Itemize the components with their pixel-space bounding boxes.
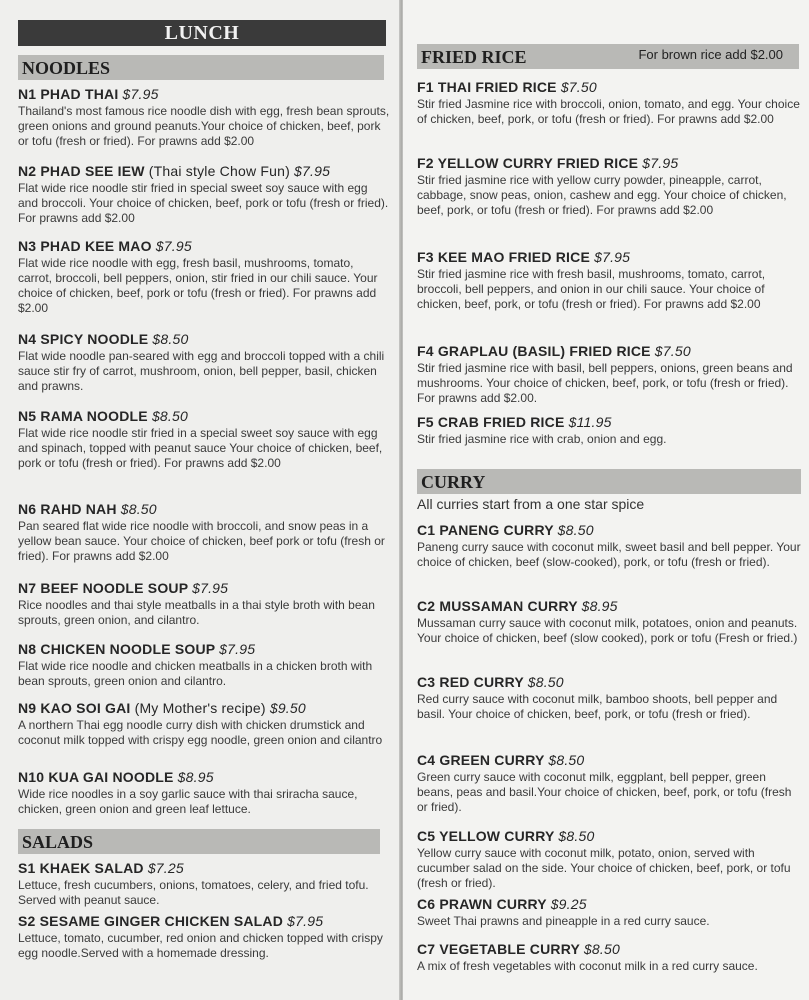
item-name: C6 PRAWN CURRY: [417, 896, 547, 912]
item-description: Stir fried jasmine rice with basil, bell peppers, onions, green beans and mushrooms. Your choice of chicken, beef, pork, or tofu (fresh or fried). For prawns add $2.00.: [417, 361, 793, 405]
item-price: $7.95: [642, 155, 679, 171]
item-price: $7.50: [560, 79, 597, 95]
item-price: $7.95: [219, 641, 256, 657]
item-description: Sweet Thai prawns and pineapple in a red curry sauce.: [417, 914, 710, 928]
item-subtitle: (Thai style Chow Fun): [148, 163, 290, 179]
section-title: NOODLES: [22, 58, 111, 78]
menu-item-n7: [18, 580, 390, 628]
menu-item-n10: [18, 769, 390, 817]
item-description: Flat wide rice noodle with egg, fresh basil, mushrooms, tomato, carrot, broccoli, bell peppers, onion, stir fried in our chili sauce. Your choice of chicken, beef, pork or tofu (fresh or fried). For prawns add $2.00: [18, 256, 378, 315]
item-name: F4 GRAPLAU (BASIL) FRIED RICE: [417, 343, 651, 359]
item-subtitle: (My Mother's recipe): [134, 700, 266, 716]
item-description: Flat wide rice noodle stir fried in a special sweet soy sauce with egg and spinach, topped with peanut sauce Your choice of chicken, beef, pork or tofu (fresh or fried). For prawns add $2.00: [18, 426, 383, 470]
item-description: Yellow curry sauce with coconut milk, potato, onion, served with cucumber salad on the side. Your choice of chicken, beef, pork, or tofu (fresh or fried).: [417, 846, 791, 890]
menu-item-n6: [18, 501, 390, 564]
menu-item-n4: [18, 331, 390, 394]
item-price: $8.50: [151, 408, 188, 424]
item-name: F1 THAI FRIED RICE: [417, 79, 557, 95]
item-name: N6 RAHD NAH: [18, 501, 117, 517]
section-header-salads: [18, 829, 380, 854]
item-description: Lettuce, fresh cucumbers, onions, tomatoes, celery, and fried tofu. Served with peanut sauce.: [18, 878, 369, 907]
section-title: CURRY: [421, 472, 486, 492]
item-description: Red curry sauce with coconut milk, bamboo shoots, bell pepper and basil. Your choice of chicken, beef, pork, or tofu (fresh or fried).: [417, 692, 778, 721]
menu-item-n2: [18, 163, 390, 226]
item-description: Stir fried jasmine rice with fresh basil, mushrooms, tomato, carrot, broccoli, bell peppers, and onion in our chili sauce. Your choice of chicken, beef, pork, or tofu (fresh or fried). For prawns add $2.00: [417, 267, 766, 311]
curry-spice-note: All curries start from a one star spice: [417, 496, 645, 512]
item-description: Flat wide rice noodle and chicken meatballs in a chicken broth with bean sprouts, green onion and cilantro.: [18, 659, 373, 688]
item-description: Wide rice noodles in a soy garlic sauce with thai sriracha sauce, chicken, green onion and green leaf lettuce.: [18, 787, 358, 816]
item-price: $8.50: [557, 522, 594, 538]
item-description: Flat wide rice noodle stir fried in special sweet soy sauce with egg and broccoli. Your choice of chicken, beef, pork or tofu (fresh or fried). For prawns add $2.00: [18, 181, 389, 225]
item-description: Stir fried Jasmine rice with broccoli, onion, tomato, and egg. Your choice of chicken, beef, pork, or tofu (fresh or fried). For prawns add $2.00: [417, 97, 800, 126]
menu-item-f2: [417, 155, 801, 218]
menu-item-s1: [18, 860, 390, 908]
menu-item-c5: [417, 828, 801, 891]
item-name: N10 KUA GAI NOODLE: [18, 769, 174, 785]
item-description: Thailand's most famous rice noodle dish with egg, fresh bean sprouts, green onions and ground peanuts.Your choice of chicken, beef, pork or tofu (fresh or fried). For prawns add $2.00: [18, 104, 390, 148]
menu-item-n1: [18, 86, 390, 149]
menu-item-c2: [417, 598, 801, 646]
item-price: $8.50: [583, 941, 620, 957]
item-price: $8.50: [527, 674, 564, 690]
lunch-title: LUNCH: [18, 20, 386, 46]
item-price: $9.25: [550, 896, 587, 912]
item-price: $7.25: [147, 860, 184, 876]
item-price: $11.95: [568, 414, 612, 430]
item-price: $8.50: [558, 828, 595, 844]
item-name: S1 KHAEK SALAD: [18, 860, 144, 876]
menu-item-c7: [417, 941, 801, 974]
item-name: C5 YELLOW CURRY: [417, 828, 555, 844]
item-price: $7.95: [287, 913, 324, 929]
item-name: C1 PANENG CURRY: [417, 522, 554, 538]
item-name: C3 RED CURRY: [417, 674, 524, 690]
item-price: $8.50: [548, 752, 585, 768]
item-description: A mix of fresh vegetables with coconut milk in a red curry sauce.: [417, 959, 758, 973]
item-name: N7 BEEF NOODLE SOUP: [18, 580, 189, 596]
item-price: $7.95: [155, 238, 192, 254]
brown-rice-note: For brown rice add $2.00: [638, 47, 783, 62]
menu-item-f4: [417, 343, 801, 406]
item-name: N8 CHICKEN NOODLE SOUP: [18, 641, 216, 657]
item-name: N4 SPICY NOODLE: [18, 331, 149, 347]
item-name: N3 PHAD KEE MAO: [18, 238, 152, 254]
menu-item-s2: [18, 913, 390, 961]
item-price: $7.50: [654, 343, 691, 359]
item-name: F3 KEE MAO FRIED RICE: [417, 249, 590, 265]
item-name: N5 RAMA NOODLE: [18, 408, 148, 424]
item-description: Flat wide noodle pan-seared with egg and broccoli topped with a chili sauce stir fry of carrot, mushroom, onion, bell pepper, basil, chicken and prawns.: [18, 349, 385, 393]
item-price: $7.95: [594, 249, 631, 265]
item-description: Green curry sauce with coconut milk, eggplant, bell pepper, green beans, peas and basil.Your choice of chicken, beef, pork, or tofu (fresh or fried).: [417, 770, 792, 814]
menu-item-f3: [417, 249, 801, 312]
section-header-noodles: [18, 55, 384, 80]
item-name: C4 GREEN CURRY: [417, 752, 545, 768]
menu-item-f1: [417, 79, 801, 127]
menu-item-n8: [18, 641, 390, 689]
item-price: $8.50: [120, 501, 157, 517]
menu-item-c3: [417, 674, 801, 722]
menu-item-n3: [18, 238, 390, 316]
section-title: FRIED RICE: [421, 47, 527, 67]
menu-item-c4: [417, 752, 801, 815]
item-description: Paneng curry sauce with coconut milk, sweet basil and bell pepper. Your choice of chicken, beef (slow-cooked), pork, or tofu (fresh or fried).: [417, 540, 801, 569]
item-price: $8.50: [152, 331, 189, 347]
menu-item-n9: [18, 700, 390, 748]
item-name: C7 VEGETABLE CURRY: [417, 941, 580, 957]
item-name: F2 YELLOW CURRY FRIED RICE: [417, 155, 639, 171]
item-price: $8.95: [177, 769, 214, 785]
item-name: F5 CRAB FRIED RICE: [417, 414, 565, 430]
item-name: N2 PHAD SEE IEW: [18, 163, 145, 179]
item-description: Mussaman curry sauce with coconut milk, potatoes, onion and peanuts. Your choice of chicken, beef (slow cooked), pork or tofu (Fresh or fried.): [417, 616, 798, 645]
item-name: C2 MUSSAMAN CURRY: [417, 598, 578, 614]
item-name: N9 KAO SOI GAI: [18, 700, 131, 716]
section-title: SALADS: [22, 832, 94, 852]
section-header-curry: [417, 469, 801, 494]
section-header-fried-rice: [417, 44, 799, 69]
left-menu-page: [0, 0, 400, 1000]
item-name: N1 PHAD THAI: [18, 86, 119, 102]
item-price: $7.95: [122, 86, 159, 102]
item-description: Rice noodles and thai style meatballs in a thai style broth with bean sprouts, green onion, and cilantro.: [18, 598, 375, 627]
item-description: A northern Thai egg noodle curry dish with chicken drumstick and coconut milk topped with crispy egg noodle, green onion and cilantro: [18, 718, 383, 747]
item-name: S2 SESAME GINGER CHICKEN SALAD: [18, 913, 284, 929]
item-price: $7.95: [294, 163, 331, 179]
item-description: Lettuce, tomato, cucumber, red onion and chicken topped with crispy egg noodle.Served with a homemade dressing.: [18, 931, 383, 960]
right-menu-page: [403, 0, 809, 1000]
item-description: Pan seared flat wide rice noodle with broccoli, and snow peas in a yellow bean sauce. Your choice of chicken, beef pork or tofu (fresh or fried). For prawns add $2.00: [18, 519, 385, 563]
menu-item-n5: [18, 408, 390, 471]
menu-item-c6: [417, 896, 801, 929]
menu-item-f5: [417, 414, 801, 447]
item-price: $9.50: [269, 700, 306, 716]
menu-item-c1: [417, 522, 801, 570]
item-description: Stir fried jasmine rice with crab, onion and egg.: [417, 432, 667, 446]
item-price: $7.95: [192, 580, 229, 596]
item-price: $8.95: [581, 598, 618, 614]
item-description: Stir fried jasmine rice with yellow curry powder, pineapple, carrot, cabbage, snow peas, onion, cashew and egg. Your choice of chicken, beef, pork, or tofu (fresh or fried). For prawns add $2.00: [417, 173, 787, 217]
